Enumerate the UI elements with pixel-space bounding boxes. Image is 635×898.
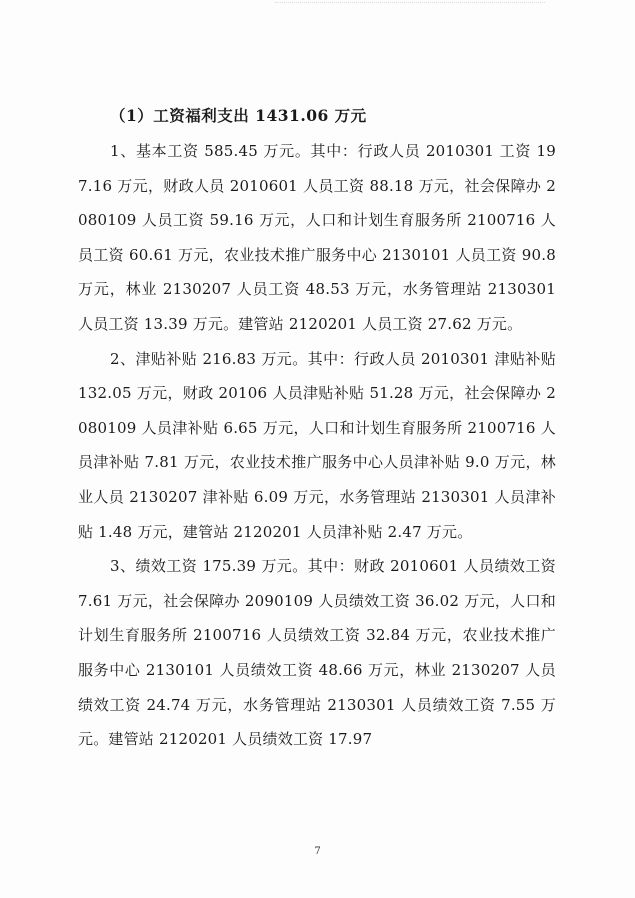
section-heading: （1）工资福利支出 1431.06 万元 xyxy=(110,106,367,125)
paragraph-allowances: 2、津贴补贴 216.83 万元。其中：行政人员 2010301 津贴补贴 132.05 万元，财政 20106 人员津贴补贴 51.28 万元，社会保障办 2080109 人员津补贴 6.65 万元，人口和计划生育服务所 2100716 人员津补贴 7.81 万元，农业技术推广服务中心人员津补贴 9.0 万元，林业人员 2130207 津补贴 6.09 万元，水务管理站 2130301 人员津补贴 1.48 万元，建管站 2120201 人员津补贴 2.47 万元。 xyxy=(78,349,556,541)
scan-artifact xyxy=(275,2,545,7)
page-number: 7 xyxy=(314,846,321,857)
paragraph-performance-pay: 3、绩效工资 175.39 万元。其中：财政 2010601 人员绩效工资 7.61 万元，社会保障办 2090109 人员绩效工资 36.02 万元，人口和计划生育服务所 2100716 人员绩效工资 32.84 万元，农业技术推广服务中心 2130101 人员绩效工资 48.66 万元，林业 2130207 人员绩效工资 24.74 万元，水务管理站 2130301 人员绩效工资 7.55 万元。建管站 2120201 人员绩效工资 17.97 xyxy=(78,557,556,749)
paragraph-basic-salary: 1、基本工资 585.45 万元。其中：行政人员 2010301 工资 197.16 万元，财政人员 2010601 人员工资 88.18 万元，社会保障办 2080109 人员工资 59.16 万元，人口和计划生育服务所 2100716 人员工资 60.61 万元，农业技术推广服务中心 2130101 人员工资 90.8 万元，林业 2130207 人员工资 48.53 万元，水务管理站 2130301 人员工资 13.39 万元。建管站 2120201 人员工资 27.62 万元。 xyxy=(78,142,556,333)
document-body xyxy=(78,98,556,757)
